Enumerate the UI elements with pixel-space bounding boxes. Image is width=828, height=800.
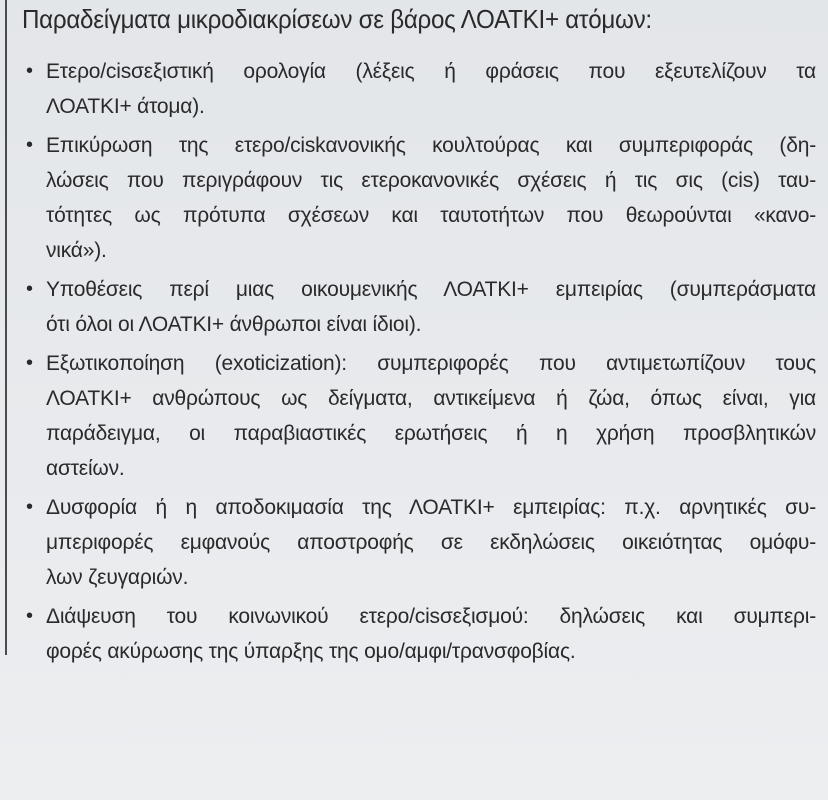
text-line: Υποθέσεις περί μιας οικουμενικής ΛΟΑΤΚΙ+ εμπειρίας (συμπεράσματα	[46, 278, 816, 301]
text-line: Ετερο/cisσεξιστική ορολογία (λέξεις ή φράσεις που εξευτελίζουν τα	[46, 60, 816, 83]
text-line: νικά»).	[46, 239, 107, 262]
bullet-icon: •	[26, 278, 34, 300]
text-line: λων ζευγαριών.	[46, 566, 189, 589]
margin-rule	[5, 0, 7, 655]
bullet-icon: •	[26, 352, 34, 374]
bullet-icon: •	[26, 496, 34, 518]
text-line: ΛΟΑΤΚΙ+ άτομα).	[46, 95, 205, 118]
bullet-icon: •	[26, 134, 34, 156]
text-line: φορές ακύρωσης της ύπαρξης της ομο/αμφι/τρανσφοβίας.	[46, 640, 576, 663]
text-line: Δυσφορία ή η αποδοκιμασία της ΛΟΑΤΚΙ+ εμπειρίας: π.χ. αρνητικές συ-	[46, 496, 816, 519]
list-item	[26, 272, 816, 342]
list-item	[26, 490, 816, 595]
text-line: Εξωτικοποίηση (exoticization): συμπεριφορές που αντιμετωπίζουν τους	[46, 352, 816, 375]
text-line: λώσεις που περιγράφουν τις ετεροκανονικές σχέσεις ή τις σις (cis) ταυ-	[46, 169, 816, 192]
list-item	[26, 54, 816, 124]
text-line: μπεριφορές εμφανούς αποστροφής σε εκδηλώσεις οικειότητας ομόφυ-	[46, 531, 816, 554]
list-item	[26, 346, 816, 486]
bullet-list	[26, 54, 816, 673]
text-line: ότι όλοι οι ΛΟΑΤΚΙ+ άνθρωποι είναι ίδιοι).	[46, 313, 422, 336]
text-line: παράδειγμα, οι παραβιαστικές ερωτήσεις ή η χρήση προσβλητικών	[46, 422, 816, 445]
text-line: ΛΟΑΤΚΙ+ ανθρώπους ως δείγματα, αντικείμενα ή ζώα, όπως είναι, για	[46, 387, 816, 410]
text-line: Επικύρωση της ετερο/ciskανονικής κουλτούρας και συμπεριφοράς (δη-	[46, 134, 816, 157]
text-line: αστείων.	[46, 457, 125, 480]
list-item	[26, 128, 816, 268]
list-item	[26, 599, 816, 669]
text-line: τότητες ως πρότυπα σχέσεων και ταυτοτήτων που θεωρούνται «κανο-	[46, 204, 816, 227]
bullet-icon: •	[26, 605, 34, 627]
text-line: Διάψευση του κοινωνικού ετερο/cisσεξισμού: δηλώσεις και συμπερι-	[46, 605, 816, 628]
bullet-icon: •	[26, 60, 34, 82]
page-heading: Παραδείγματα μικροδιακρίσεων σε βάρος ΛΟΑΤΚΙ+ ατόμων:	[22, 4, 652, 34]
